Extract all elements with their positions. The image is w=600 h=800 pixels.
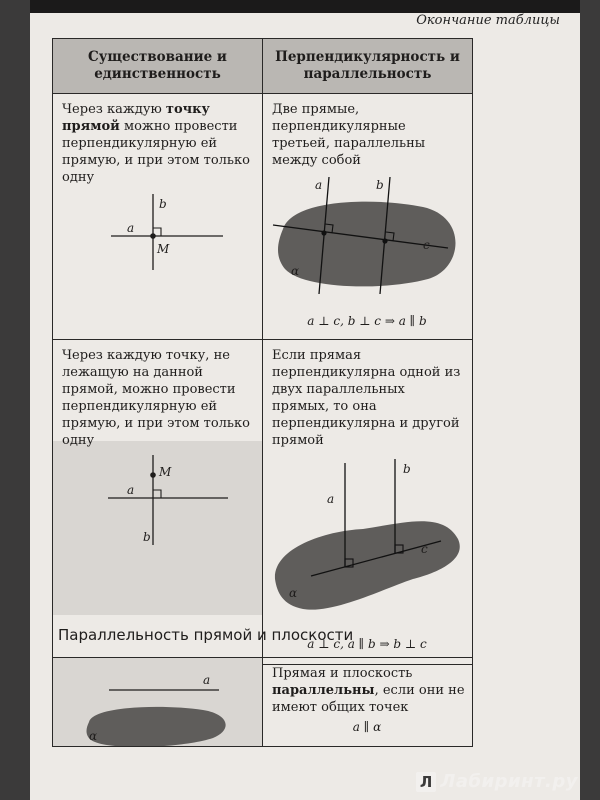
label-b: b: [159, 197, 167, 211]
cell-text: Если прямая перпендикулярна одной из двух параллельных прямых, то она перпендикулярна и другой прямой: [272, 348, 461, 448]
diagram-line-parallel-plane: [53, 658, 261, 746]
diagram-two-perpendicular-lines-plane: [263, 169, 471, 339]
diagram-perpendicular-through-point-on-line: [53, 186, 261, 276]
label-alpha: α: [291, 264, 300, 278]
cell-text: Две прямые, перпендикулярные третьей, параллельны между собой: [272, 102, 426, 168]
label-c: c: [421, 542, 428, 556]
parallel-table: [52, 657, 473, 747]
label-a: a: [327, 492, 335, 506]
cell-parallel-diagram: [53, 658, 263, 747]
column-header-existence: Существование и единственность: [53, 39, 263, 94]
formula: a ⊥ c, b ⊥ c ⇒ a ∥ b: [307, 314, 427, 328]
formula: a ⊥ c, a ∥ b ⇒ b ⊥ c: [307, 637, 427, 651]
cell-r1-right: [263, 94, 473, 340]
top-edge: [30, 0, 580, 13]
cell-parallel-text: [263, 658, 473, 747]
book-page: [30, 0, 580, 800]
continuation-label: Окончание таблицы: [416, 13, 560, 28]
label-a: a: [127, 221, 135, 235]
label-a: a: [203, 673, 211, 687]
label-M: M: [159, 465, 172, 479]
label-c: c: [423, 238, 430, 252]
labirint-logo-icon: Л: [416, 772, 436, 792]
diagram-perpendicular-through-point-off-line: [53, 441, 261, 615]
label-b: b: [403, 462, 411, 476]
label-b: b: [143, 530, 151, 544]
cell-text: Прямая и плоскость параллельны, если они не имеют общих точек: [272, 666, 465, 715]
label-M: M: [157, 242, 170, 256]
section-title: Параллельность прямой и плоскости: [58, 626, 354, 644]
cell-text: Через каждую точку прямой можно провести перпендикулярную ей прямую, и при этом только одну: [62, 102, 250, 185]
label-alpha: α: [289, 586, 298, 600]
diagram-perpendicular-to-parallel-lines: [263, 449, 471, 634]
cell-r1-left: [53, 94, 263, 340]
formula-area: [263, 716, 471, 738]
label-a: a: [127, 483, 135, 497]
label-alpha: α: [89, 729, 98, 743]
column-header-perpendicularity: Перпендикулярность и параллельность: [263, 39, 473, 94]
formula: a ∥ α: [352, 720, 382, 734]
watermark: Л Лабиринт.ру: [416, 771, 578, 792]
label-b: b: [376, 178, 384, 192]
theorems-table: [52, 38, 473, 665]
cell-r2-left: [53, 340, 263, 665]
cell-text: Через каждую точку, не лежащую на данной прямой, можно провести перпендикулярную ей прямую, и при этом только одну: [62, 348, 250, 448]
diagram-area: [53, 441, 262, 615]
cell-r2-right: [263, 340, 473, 665]
label-a: a: [315, 178, 323, 192]
